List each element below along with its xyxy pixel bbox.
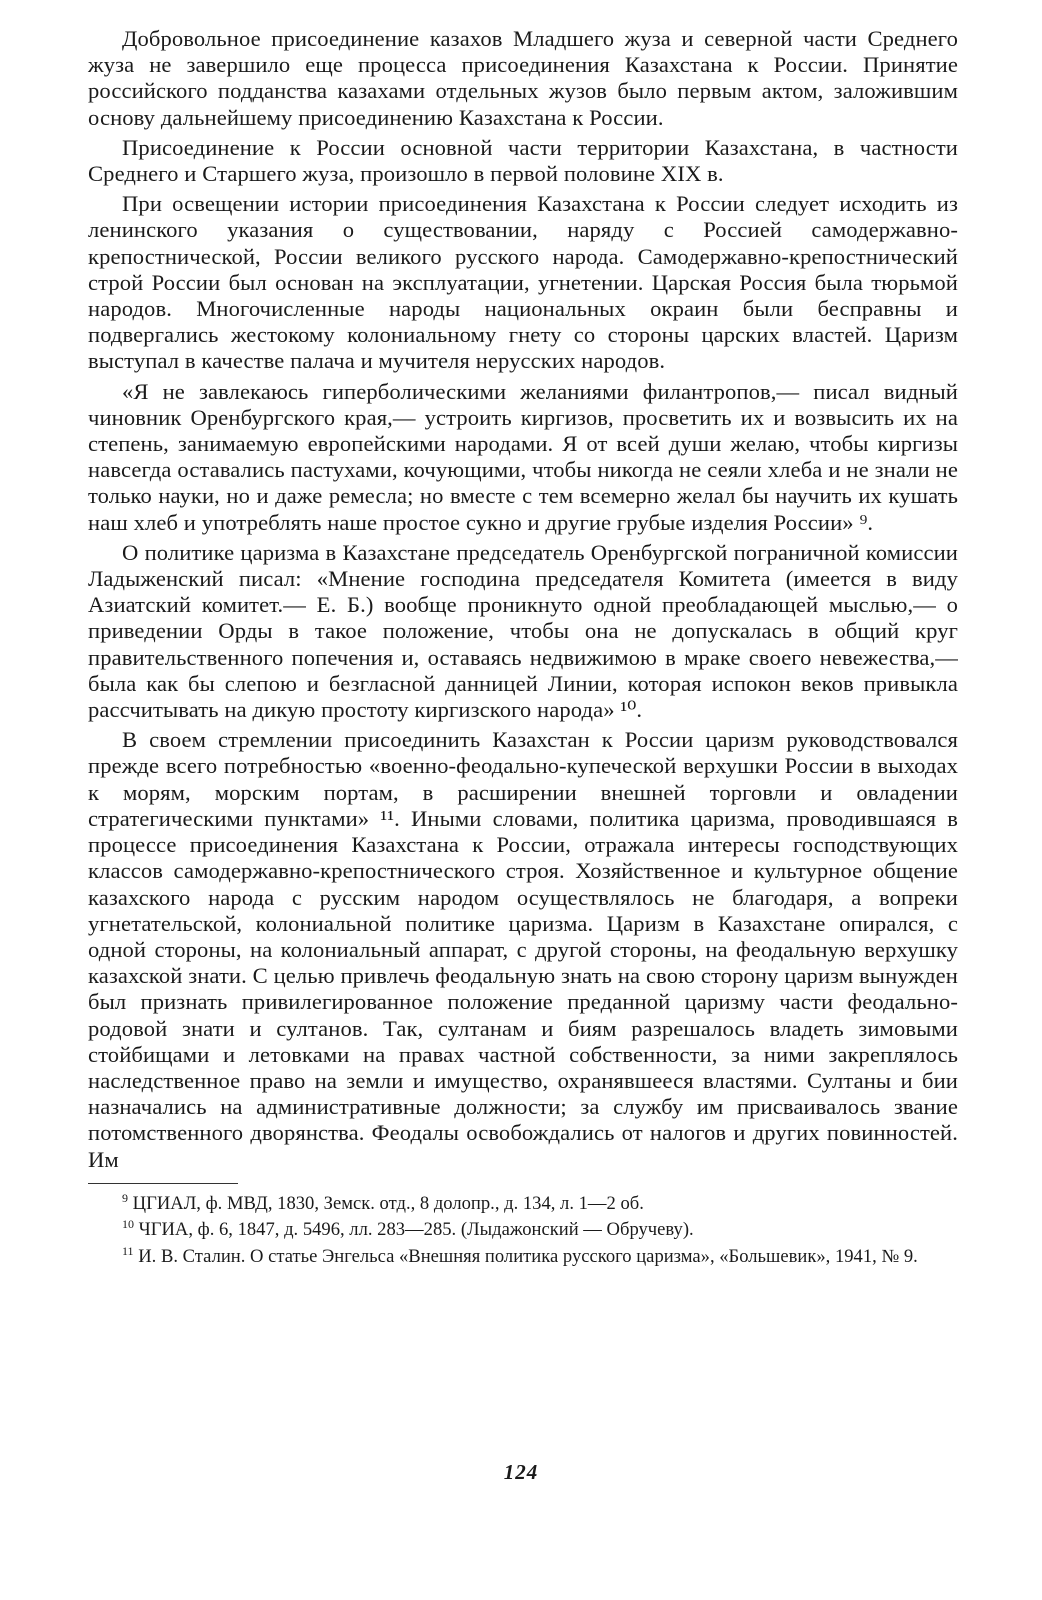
paragraph-4: «Я не завлекаюсь гиперболическими желаниями филантропов,— писал видный чиновник Оренбургского края,— устроить киргизов, просветить их и возвысить их на степень, занимаемую европейскими народами. Я от всей души желаю, чтобы киргизы навсегда оставались пастухами, кочующими, чтобы никогда не сеяли хлеба и не знали не только науки, но и даже ремесла; но вместе с тем всемерно желал бы научить их кушать наш хлеб и употреблять наше простое сукно и другие грубые изделия России» ⁹. xyxy=(88,378,958,535)
footnote-10 xyxy=(88,1214,958,1241)
paragraph-3: При освещении истории присоединения Казахстана к России следует исходить из ленинского указания о существовании, наряду с Россией самодержавно-крепостнической, России великого русского народа. Самодержавно-крепостнический строй России был основан на эксплуатации, угнетении. Царская Россия была тюрьмой народов. Многочисленные народы национальных окраин были бесправны и подвергались жестокому колониальному гнету со стороны царских властей. Царизм выступал в качестве палача и мучителя нерусских народов. xyxy=(88,191,958,374)
page-number: 124 xyxy=(503,1460,539,1484)
footnote-9 xyxy=(88,1188,958,1215)
paragraph-5: О политике царизма в Казахстане председатель Оренбургской пограничной комиссии Ладыженский писал: «Мнение господина председателя Комитета (имеется в виду Азиатский комитет.— Е. Б.) вообще проникнуто одной преобладающей мыслью,— о приведении Орды в такое положение, чтобы она не допускалась в общий круг правительственного попечения и, оставаясь недвижимою в мраке своего невежества,— была как бы слепою и безгласной данницей Линии, которая испокон веков привыкла рассчитывать на дикую простоту киргизского народа» ¹⁰. xyxy=(88,539,958,723)
footnote-mark: 10 xyxy=(122,1217,134,1232)
paragraph-6: В своем стремлении присоединить Казахстан к России царизм руководствовался прежде всего потребностью «военно-феодально-купеческой верхушки России в выходах к морям, морским портам, в расширении внешней торговли и овладении стратегическими пунктами» ¹¹. Иными словами, политика царизма, проводившаяся в процессе присоединения Казахстана к России, отражала интересы господствующих классов самодержавно-крепостнического строя. Хозяйственное и культурное общение казахского народа с русским народом осуществлялось не благодаря, а вопреки угнетательской, колониальной политике царизма. Царизм в Казахстане опирался, с одной стороны, на колониальный аппарат, с другой стороны, на феодальную верхушку казахской знати. С целью привлечь феодальную знать на свою сторону царизм вынужден был признать привилегированное положение преданной царизму части феодально-родовой знати и султанов. Так, султанам и биям разрешалось владеть зимовыми стойбищами и летовками на правах частной собственности, за ними закреплялось наследственное право на земли и имущество, охранявшееся властями. Султаны и бии назначались на административные должности; за службу им присваивалось звание потомственного дворянства. Феодалы освобождались от налогов и других повинностей. Им xyxy=(88,727,958,1172)
footnote-text: И. В. Сталин. О статье Энгельса «Внешняя политика русского царизма», «Большевик», 1941, № 9. xyxy=(138,1246,918,1268)
footnote-divider xyxy=(88,1183,238,1184)
page-body xyxy=(88,26,958,1268)
paragraph-2: Присоединение к России основной части территории Казахстана, в частности Среднего и Старшего жуза, произошло в первой половине XIX в. xyxy=(88,134,958,187)
footnote-mark: 9 xyxy=(122,1190,128,1205)
footnotes xyxy=(88,1188,958,1268)
footnote-mark: 11 xyxy=(122,1244,134,1259)
footnote-11 xyxy=(88,1241,958,1268)
paragraph-1: Добровольное присоединение казахов Младшего жуза и северной части Среднего жуза не завершило еще процесса присоединения Казахстана к России. Принятие российского подданства казахами отдельных жузов было первым актом, заложившим основу дальнейшему присоединению Казахстана к России. xyxy=(88,26,958,130)
footnote-text: ЧГИА, ф. 6, 1847, д. 5496, лл. 283—285. (Лыдажонский — Обручеву). xyxy=(138,1219,694,1241)
footnote-text: ЦГИАЛ, ф. МВД, 1830, Земск. отд., 8 долопр., д. 134, л. 1—2 об. xyxy=(132,1192,644,1214)
